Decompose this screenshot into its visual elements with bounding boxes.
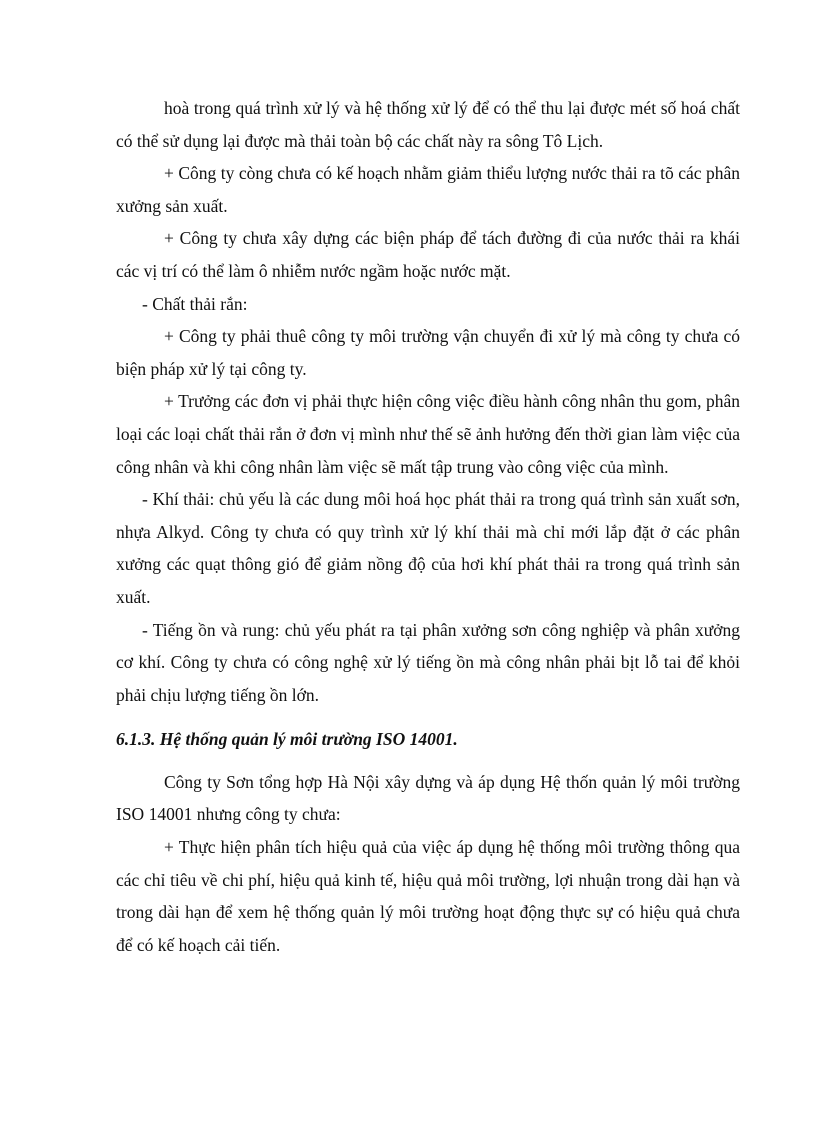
paragraph-exhaust-gas: - Khí thải: chủ yếu là các dung môi hoá học phát thải ra trong quá trình sản xuất sơn, nhựa Alkyd. Công ty chưa có quy trình xử lý khí thải mà chỉ mới lắp đặt ở các phân xưởng các quạt thông gió để giảm nồng độ của hơi khí phát thải ra trong quá trình sản xuất. <box>116 489 740 607</box>
paragraph-noise: - Tiếng ồn và rung: chủ yếu phát ra tại phân xưởng sơn công nghiệp và phân xưởng cơ khí. Công ty chưa có công nghệ xử lý tiếng ồn mà công nhân phải bịt lỗ tai để khỏi phải chịu lượng tiếng ồn lớn. <box>116 619 740 705</box>
section-heading: 6.1.3. Hệ thống quản lý môi trường ISO 14001. <box>116 729 458 750</box>
paragraph-solid-waste-outsourcing: + Công ty phải thuê công ty môi trường vận chuyển đi xử lý mà công ty chưa có biện pháp xử lý tại công ty. <box>116 326 740 379</box>
paragraph-wastewater-separation: + Công ty chưa xây dựng các biện pháp để tách đường đi của nước thải ra khái các vị trí có thể làm ô nhiễm nước ngầm hoặc nước mặt. <box>116 228 740 281</box>
paragraph-iso-intro: Công ty Sơn tổng hợp Hà Nội xây dựng và áp dụng Hệ thốn quản lý môi trường ISO 14001 nhưng công ty chưa: <box>116 771 740 825</box>
paragraph-continuation: hoà trong quá trình xử lý và hệ thống xử lý để có thể thu lại được mét số hoá chất có thể sử dụng lại được mà thải toàn bộ các chất này ra sông Tô Lịch. <box>116 98 740 151</box>
document-page <box>116 92 740 961</box>
paragraph-wastewater-reduction: + Công ty còng chưa có kế hoạch nhằm giảm thiểu lượng nước thải ra tõ các phân xưởng sản xuất. <box>116 163 740 216</box>
paragraph-iso-analysis: + Thực hiện phân tích hiệu quả của việc áp dụng hệ thống môi trường thông qua các chỉ tiêu về chi phí, hiệu quả kinh tế, hiệu quả môi trường, lợi nhuận trong dài hạn và trong dài hạn để xem hệ thống quản lý môi trường hoạt động thực sự có hiệu quả chưa để có kế hoạch cải tiến. <box>116 837 740 955</box>
paragraph-solid-waste-collection: + Trưởng các đơn vị phải thực hiện công việc điều hành công nhân thu gom, phân loại các loại chất thải rắn ở đơn vị mình như thế sẽ ảnh hưởng đến thời gian làm việc của công nhân và khi công nhân làm việc sẽ mất tập trung vào công việc của mình. <box>116 391 740 477</box>
paragraph-solid-waste-heading: - Chất thải rắn: <box>142 293 248 314</box>
